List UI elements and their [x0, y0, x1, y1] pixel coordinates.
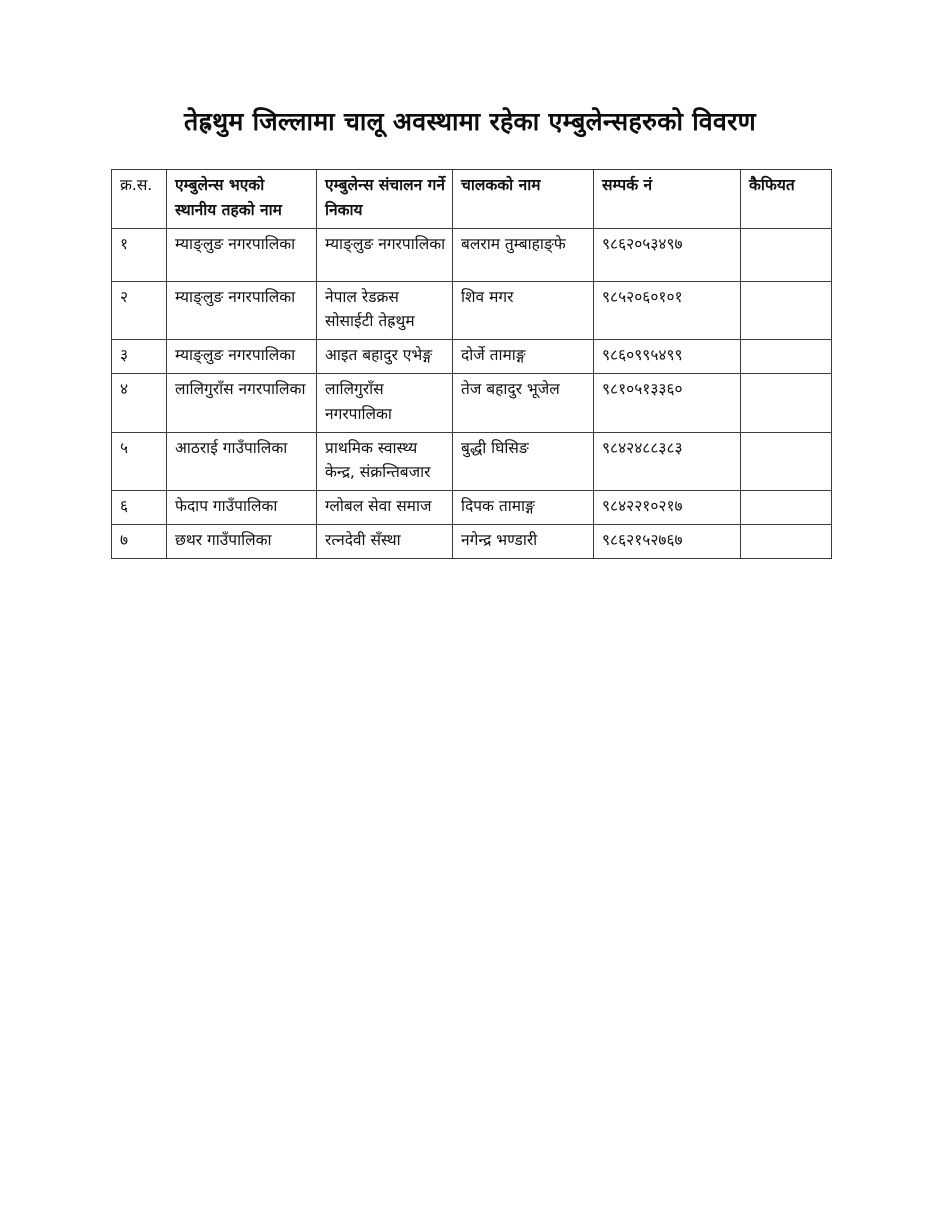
header-row	[112, 170, 832, 229]
cell-remarks	[741, 228, 832, 281]
cell-contact: ९८६२०५३४९७	[594, 228, 741, 281]
col-header-remarks: कैफियत	[741, 170, 832, 229]
cell-local-level: लालिगुराँस नगरपालिका	[167, 373, 317, 432]
table-row	[112, 281, 832, 340]
cell-driver: नगेन्द्र भण्डारी	[453, 524, 594, 558]
cell-serial: २	[112, 281, 167, 340]
cell-contact: ९८५२०६०१०१	[594, 281, 741, 340]
table-row	[112, 432, 832, 491]
cell-serial: ३	[112, 340, 167, 374]
cell-driver: दोर्जे तामाङ्ग	[453, 340, 594, 374]
page-title: तेह्रथुम जिल्लामा चालू अवस्थामा रहेका एम्बुलेन्सहरुको विवरण	[183, 107, 757, 136]
cell-contact: ९८४२४८८३८३	[594, 432, 741, 491]
cell-serial: ४	[112, 373, 167, 432]
col-header-driver: चालकको नाम	[453, 170, 594, 229]
cell-driver: बुद्धी घिसिङ	[453, 432, 594, 491]
cell-remarks	[741, 281, 832, 340]
cell-serial: ५	[112, 432, 167, 491]
col-header-local-level: एम्बुलेन्स भएको स्थानीय तहको नाम	[167, 170, 317, 229]
cell-driver: दिपक तामाङ्ग	[453, 491, 594, 525]
cell-remarks	[741, 373, 832, 432]
cell-serial: ७	[112, 524, 167, 558]
cell-contact: ९८६०९९५४९९	[594, 340, 741, 374]
cell-remarks	[741, 432, 832, 491]
cell-operator: लालिगुराँस नगरपालिका	[317, 373, 453, 432]
cell-operator: आइत बहादुर एभेङ्ग	[317, 340, 453, 374]
cell-remarks	[741, 491, 832, 525]
cell-operator: म्याङ्लुङ नगरपालिका	[317, 228, 453, 281]
cell-driver: बलराम तुम्बाहाङ्फे	[453, 228, 594, 281]
cell-serial: ६	[112, 491, 167, 525]
col-header-contact: सम्पर्क नं	[594, 170, 741, 229]
cell-driver: शिव मगर	[453, 281, 594, 340]
col-header-serial: क्र.स.	[112, 170, 167, 229]
ambulance-table	[111, 169, 832, 559]
cell-remarks	[741, 340, 832, 374]
cell-driver: तेज बहादुर भूजेल	[453, 373, 594, 432]
cell-remarks	[741, 524, 832, 558]
cell-local-level: म्याङ्लुङ नगरपालिका	[167, 228, 317, 281]
cell-local-level: छथर गाउँपालिका	[167, 524, 317, 558]
table-row	[112, 228, 832, 281]
table-row	[112, 491, 832, 525]
cell-serial: १	[112, 228, 167, 281]
cell-operator: नेपाल रेडक्रस सोसाईटी तेह्रथुम	[317, 281, 453, 340]
cell-operator: रत्नदेवी सँस्था	[317, 524, 453, 558]
cell-local-level: म्याङ्लुङ नगरपालिका	[167, 340, 317, 374]
cell-contact: ९८१०५१३३६०	[594, 373, 741, 432]
cell-local-level: फेदाप गाउँपालिका	[167, 491, 317, 525]
table-row	[112, 524, 832, 558]
cell-contact: ९८४२२१०२१७	[594, 491, 741, 525]
table-row	[112, 373, 832, 432]
cell-local-level: आठराई गाउँपालिका	[167, 432, 317, 491]
col-header-operator: एम्बुलेन्स संचालन गर्ने निकाय	[317, 170, 453, 229]
cell-local-level: म्याङ्लुङ नगरपालिका	[167, 281, 317, 340]
cell-operator: ग्लोबल सेवा समाज	[317, 491, 453, 525]
table-row	[112, 340, 832, 374]
cell-operator: प्राथमिक स्वास्थ्य केन्द्र, संक्रन्तिबजार	[317, 432, 453, 491]
cell-contact: ९८६२१५२७६७	[594, 524, 741, 558]
table-body	[112, 228, 832, 558]
table-header	[112, 170, 832, 229]
